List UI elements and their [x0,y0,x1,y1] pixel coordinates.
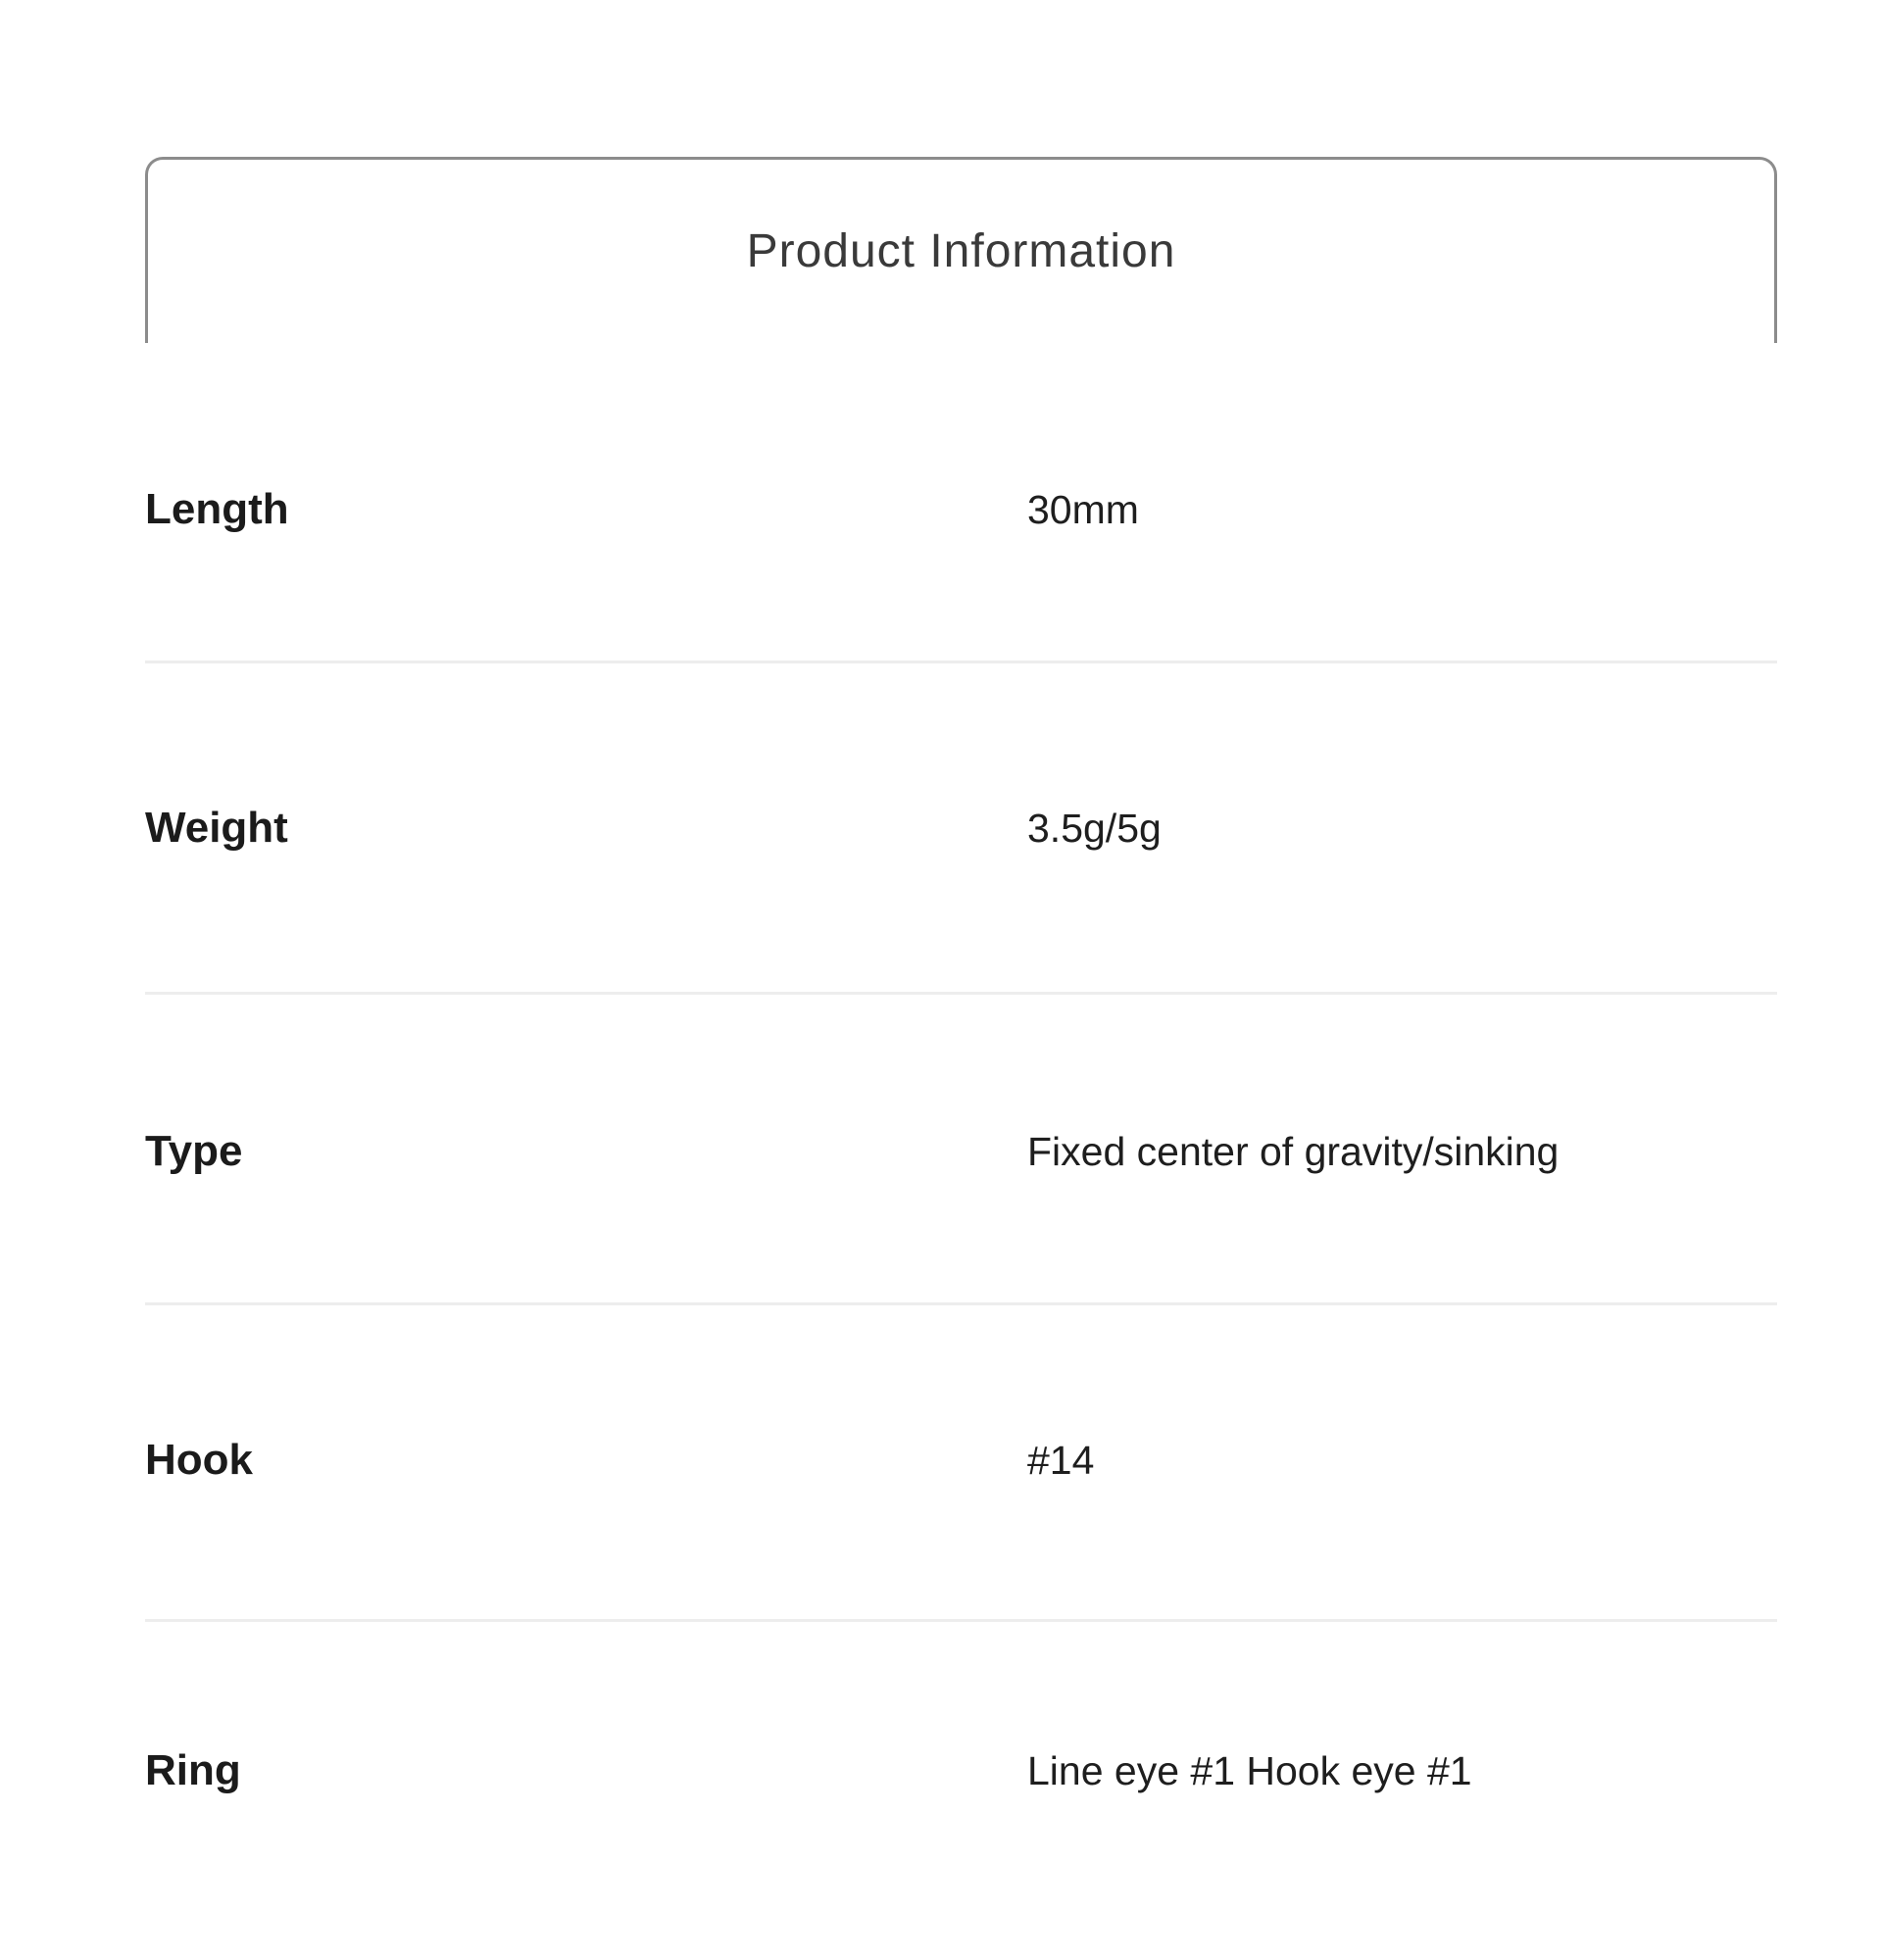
spec-label-ring: Ring [145,1746,241,1794]
spec-value-hook: #14 [1027,1438,1095,1483]
page-title: Product Information [746,225,1176,277]
table-row [0,1121,1882,1182]
table-row [0,1430,1882,1491]
spec-value-type: Fixed center of gravity/sinking [1027,1129,1560,1174]
table-row [0,798,1882,858]
row-divider [145,661,1777,663]
row-divider [145,1302,1777,1305]
spec-label-length: Length [145,485,289,533]
product-information-header-box [145,157,1777,343]
spec-value-weight: 3.5g/5g [1027,806,1162,851]
table-row [0,1740,1882,1801]
spec-value-ring: Line eye #1 Hook eye #1 [1027,1748,1472,1793]
row-divider [145,1619,1777,1622]
spec-label-weight: Weight [145,804,288,852]
row-divider [145,992,1777,995]
spec-label-hook: Hook [145,1436,253,1484]
spec-label-type: Type [145,1127,243,1175]
spec-value-length: 30mm [1027,487,1139,532]
table-row [0,479,1882,540]
